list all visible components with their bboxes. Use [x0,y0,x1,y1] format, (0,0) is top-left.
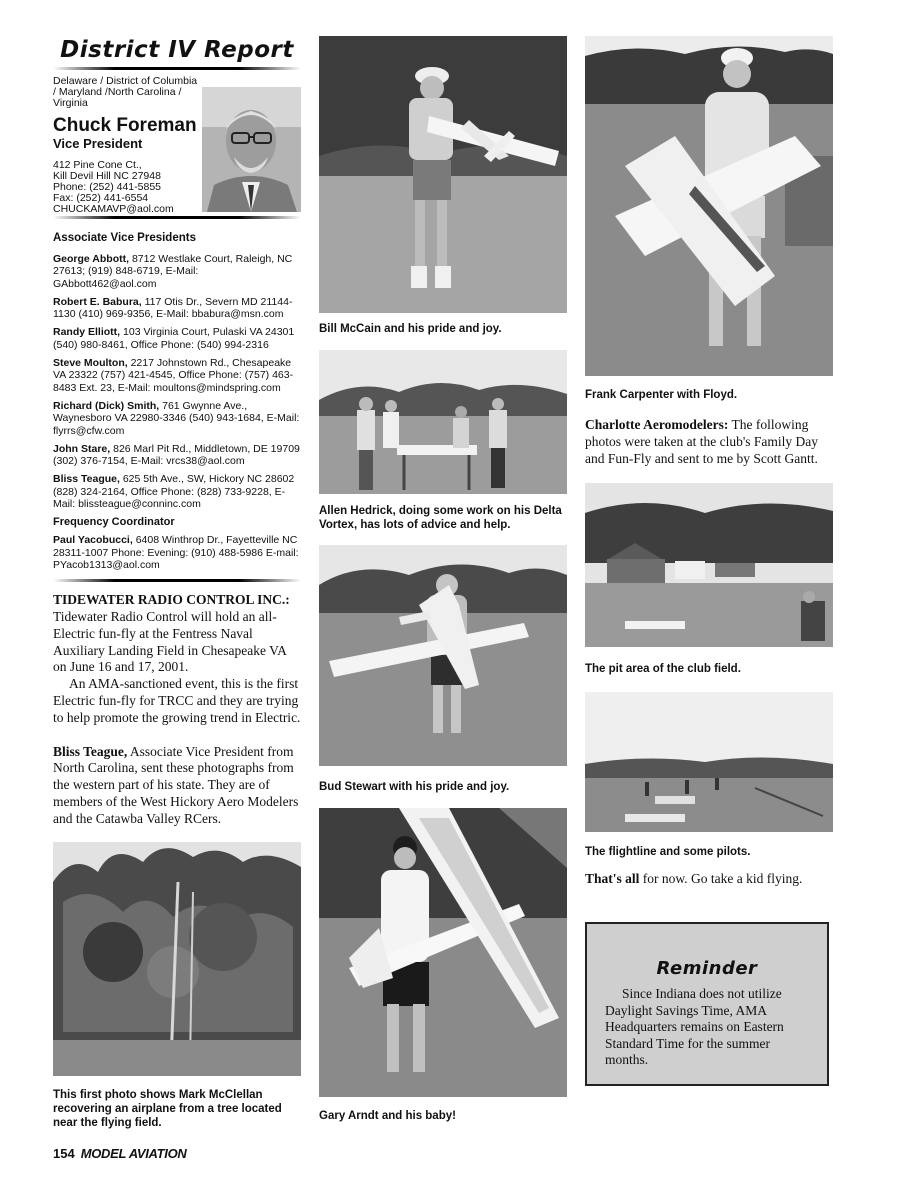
reminder-title: Reminder [656,958,758,979]
vp-states: Delaware / District of Columbia / Maryland /North Carolina / Virginia [53,75,198,109]
associate-name: Bliss Teague, [53,473,120,486]
associate-details: 2217 Johnstown Rd., Chesapeake VA 23322 (757) 421-4545, Office Phone: (757) 463-8483 Ext. 23, E-Mail: moultons@mindspring.com [53,357,294,394]
associate-details: 826 Marl Pit Rd., Middletown, DE 19709 (302) 376-7154, E-Mail: vrcs38@aol.com [53,442,300,468]
associates-section [53,232,301,571]
associate-name: Randy Elliott, [53,326,121,339]
flightline-photo [585,692,833,832]
frequency-details: 6408 Winthrop Dr., Fayetteville NC 28311-1007 Phone: Evening: (910) 488-5986 E-mail: PYacob1313@aol.com [53,534,299,571]
associate-name: George Abbott, [53,253,130,265]
page-footer [53,1146,187,1161]
left-column [53,32,301,1129]
frequency-entry [53,534,301,571]
associate-entry [53,443,301,468]
associate-name: Robert E. Babura, [53,295,142,308]
vp-fax: Fax: (252) 441-6554 [53,192,149,204]
hedrick-photo [319,350,567,494]
article-paragraph: An AMA-sanctioned event, this is the first Electric fun-fly for TRCC and they are trying to help promote the growing trend in Electric. [53,676,301,725]
section-rule [53,579,301,582]
tree-caption: This first photo shows Mark McClellan recovering an airplane from a tree located near the flying field. [53,1089,282,1129]
vp-name: Chuck Foreman [53,115,197,136]
mccain-caption: Bill McCain and his pride and joy. [319,323,502,335]
magazine-name: MODEL AVIATION [80,1146,187,1161]
associate-details: 103 Virginia Court, Pulaski VA 24301 (540) 980-8461, Office Phone: (540) 994-2316 [53,326,295,351]
vp-address-line: Kill Devil Hill NC 27948 [53,170,161,182]
paragraph-text: Associate Vice President from North Carolina, sent these photographs from the western part of his state. They are of members of the West Hickory Aero Modelers and the Catawba Valley RCers. [53,743,299,826]
arndt-caption: Gary Arndt and his baby! [319,1110,456,1122]
associate-name: Steve Moulton, [53,357,128,370]
vp-email: CHUCKAMAVP@aol.com [53,203,174,215]
stewart-photo [319,545,567,766]
carpenter-caption: Frank Carpenter with Floyd. [585,389,738,401]
associate-details: 625 5th Ave., SW, Hickory NC 28602 (828) 324-2164, Office Phone: (828) 733-9228, E-Mail: blissteague@conninc.com [53,473,295,511]
closing-lead: That's all [585,871,640,887]
article-paragraph [53,744,301,828]
vp-title: Vice President [53,136,143,151]
charlotte-paragraph [585,417,833,467]
associates-label: Associate Vice Presidents [53,232,196,244]
vp-rule [53,216,301,219]
carpenter-photo [585,36,833,376]
charlotte-heading: Charlotte Aeromodelers: [585,417,729,432]
associate-entry [53,473,301,510]
vp-address-line: 412 Pine Cone Ct., [53,159,142,171]
mccain-photo [319,36,567,313]
associate-details: 761 Gwynne Ave., Waynesboro VA 22980-3346 (540) 943-1684, E-Mail: flyrrs@cfw.com [53,399,300,437]
paragraph-text: The following photos were taken at the club's Family Day and Fun-Fly and sent to me by Scott Gantt. [585,417,819,466]
associate-entry [53,326,301,351]
pit-photo [585,483,833,647]
associate-entry [53,400,301,437]
vp-portrait-photo [202,87,301,212]
person-heading: Bliss Teague, [53,743,128,759]
hedrick-caption: Allen Hedrick, doing some work on his Delta Vortex, has lots of advice and help. [319,505,562,531]
frequency-name: Paul Yacobucci, [53,534,133,547]
reminder-text: Since Indiana does not utilize Daylight Savings Time, AMA Headquarters remains on Eastern Standard Time for the summer months. [605,986,784,1067]
pit-caption: The pit area of the club field. [585,663,741,676]
associate-details: 117 Otis Dr., Severn MD 21144-1130 (410) 969-9356, E-Mail: bbabura@msn.com [53,295,293,321]
closing-paragraph [585,871,833,888]
stewart-caption: Bud Stewart with his pride and joy. [319,781,510,793]
report-title: District IV Report [60,37,294,63]
reminder-box [585,922,829,1086]
closing-text: for now. Go take a kid flying. [642,871,803,887]
club-heading: TIDEWATER RADIO CONTROL INC.: [53,592,290,608]
associate-entry [53,357,301,394]
tree-photo [53,842,301,1076]
paragraph-text: Tidewater Radio Control will hold an all-Electric fun-fly at the Fentress Naval Auxiliary Landing Field in Chesapeake VA on June 16 and 17, 2001. [53,609,287,675]
associate-entry [53,296,301,321]
title-rule [53,67,301,70]
arndt-photo [319,808,567,1097]
article-paragraph [53,592,301,676]
middle-column [319,36,567,1123]
page-number: 154 [53,1146,75,1161]
article-text [53,592,301,827]
associate-name: John Stare, [53,442,111,455]
associate-name: Richard (Dick) Smith, [53,399,160,412]
associate-details: 8712 Westlake Court, Raleigh, NC 27613; (919) 848-6719, E-Mail: GAbbott462@aol.com [53,253,293,290]
vp-block [53,75,301,215]
right-column [585,36,833,888]
frequency-label: Frequency Coordinator [53,516,175,529]
associate-entry [53,253,301,290]
paragraph-gap [53,727,301,744]
flightline-caption: The flightline and some pilots. [585,846,751,859]
vp-phone: Phone: (252) 441-5855 [53,181,161,193]
